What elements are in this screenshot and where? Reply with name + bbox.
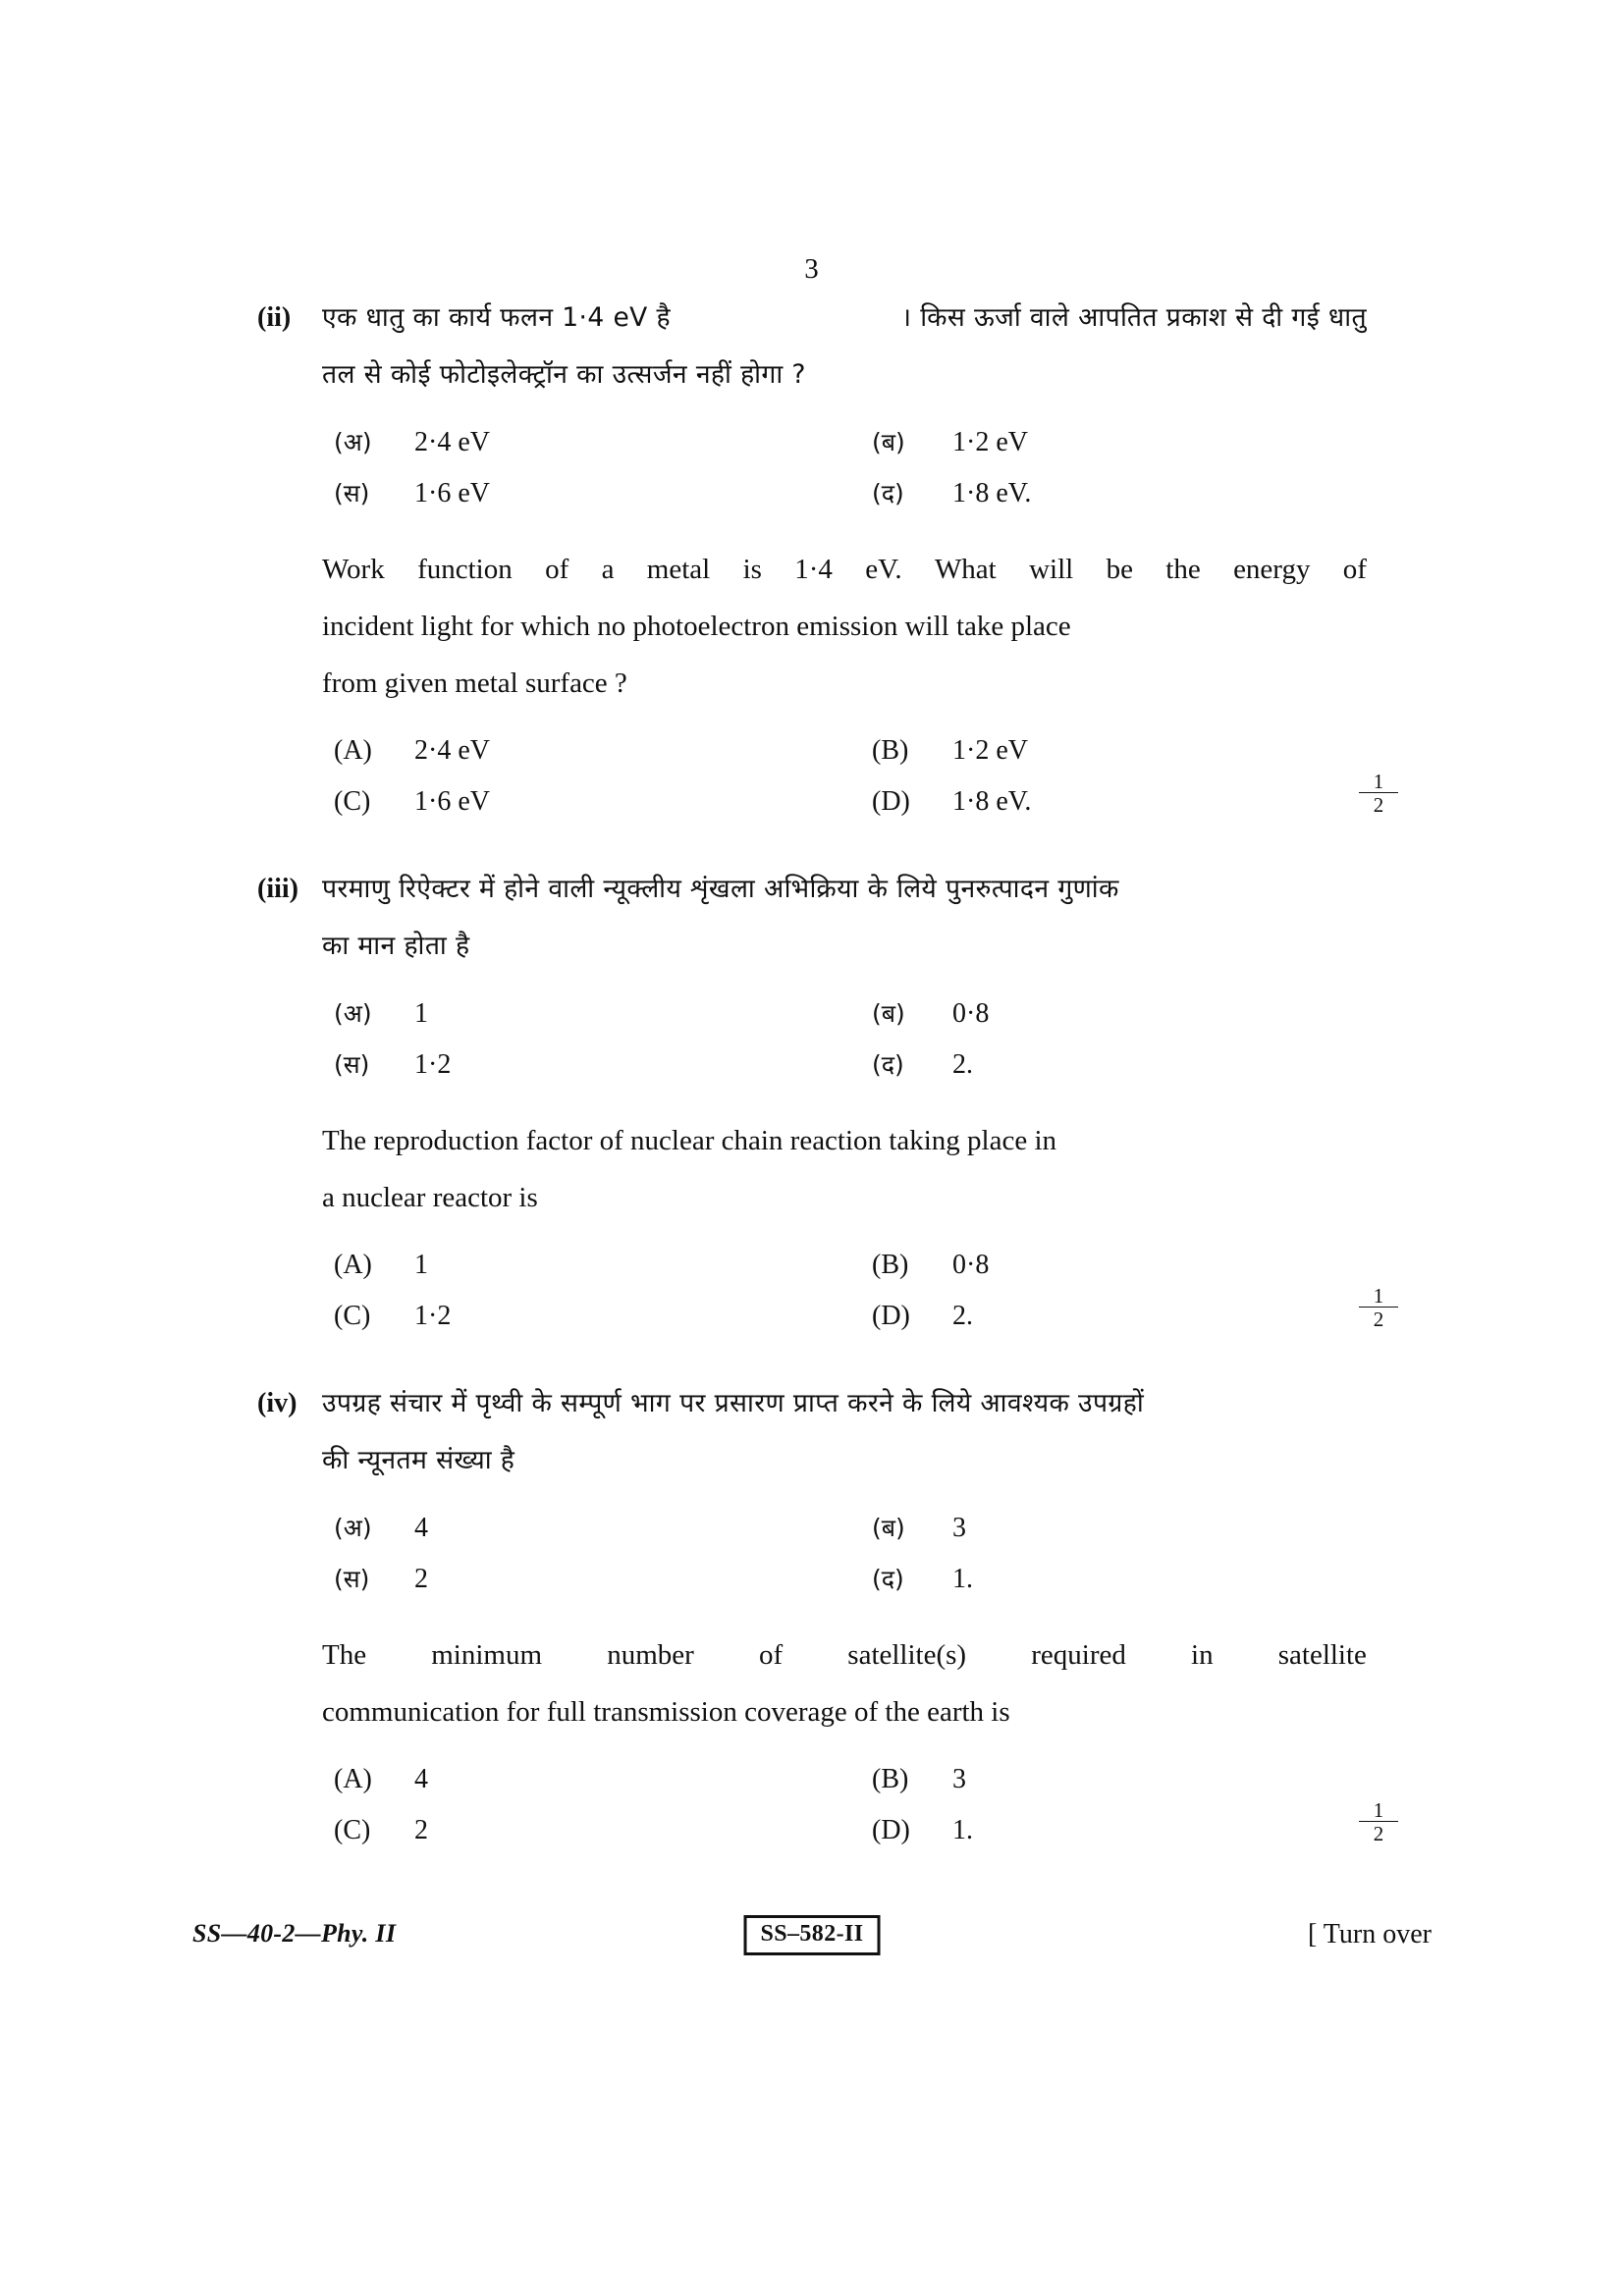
option-b-hindi[interactable] — [872, 417, 1028, 472]
option-value: 2 — [414, 1815, 428, 1845]
option-label: (B) — [872, 1250, 909, 1280]
option-b-english[interactable] — [872, 1754, 966, 1809]
option-c-hindi[interactable] — [334, 468, 490, 523]
option-label: (B) — [872, 1764, 909, 1794]
option-value: 2·4 eV — [414, 427, 490, 457]
option-value: 1·8 eV. — [952, 786, 1032, 817]
marks-numerator: 1 — [1373, 770, 1384, 793]
option-label: (D) — [872, 1815, 910, 1845]
english-option-row — [322, 1754, 1367, 1805]
hindi-question-line: तल से कोई फोटोइलेक्ट्रॉन का उत्सर्जन नहीं होगा ? — [322, 359, 806, 390]
option-value: 4 — [414, 1764, 428, 1794]
option-label: (D) — [872, 786, 910, 817]
question-marker: (iv) — [257, 1388, 298, 1418]
english-question-line: The reproduction factor of nuclear chain reaction taking place in — [322, 1125, 1057, 1156]
option-label: (C) — [334, 1301, 371, 1331]
option-label: (A) — [334, 1764, 372, 1794]
footer-paper-code: SS—40-2—Phy. II — [192, 1919, 397, 1948]
option-value: 0·8 — [952, 1250, 990, 1280]
option-label: (A) — [334, 1250, 372, 1280]
english-question-line: The minimum number of satellite(s) required in satellite — [322, 1639, 1367, 1671]
english-question-line: from given metal surface ? — [322, 667, 627, 699]
option-b-hindi[interactable] — [872, 1503, 966, 1558]
option-label: (ब) — [872, 428, 905, 456]
option-value: 0·8 — [952, 998, 990, 1029]
marks-allocation — [1359, 771, 1398, 816]
option-value: 4 — [414, 1513, 428, 1543]
option-label: (B) — [872, 735, 909, 766]
english-option-row — [322, 1798, 1384, 1856]
option-a-hindi[interactable] — [334, 1503, 428, 1558]
option-value: 1. — [952, 1564, 973, 1594]
question-iv — [257, 1375, 1384, 1856]
option-d-english[interactable] — [872, 776, 1031, 831]
option-a-english[interactable] — [334, 1240, 428, 1295]
option-value: 1·8 eV. — [952, 478, 1032, 508]
option-label: (ब) — [872, 1514, 905, 1542]
option-value: 2. — [952, 1301, 973, 1331]
option-d-english[interactable] — [872, 1805, 973, 1860]
question-list — [257, 290, 1384, 1860]
option-value: 1·2 eV — [952, 427, 1028, 457]
marks-allocation — [1359, 1285, 1398, 1330]
option-b-hindi[interactable] — [872, 988, 989, 1043]
option-value: 3 — [952, 1764, 966, 1794]
option-d-hindi[interactable] — [872, 468, 1031, 523]
option-value: 1·2 — [414, 1049, 452, 1080]
marks-numerator: 1 — [1373, 1798, 1384, 1822]
footer-turn-over-note: [ Turn over — [1307, 1919, 1432, 1949]
english-option-row — [322, 1284, 1384, 1342]
hindi-question-line: उपग्रह संचार में पृथ्वी के सम्पूर्ण भाग पर प्रसारण प्राप्त करने के लिये आवश्यक उपग्रहों — [322, 1388, 1145, 1418]
marks-allocation — [1359, 1799, 1398, 1844]
option-label: (A) — [334, 735, 372, 766]
option-label: (D) — [872, 1301, 910, 1331]
option-b-english[interactable] — [872, 1240, 989, 1295]
option-d-english[interactable] — [872, 1291, 973, 1346]
option-value: 1·6 eV — [414, 786, 490, 817]
option-label: (द) — [872, 479, 904, 507]
option-label: (अ) — [334, 999, 372, 1028]
option-label: (ब) — [872, 999, 905, 1028]
english-question-line: Work function of a metal is 1·4 eV. What will be the energy of — [322, 554, 1367, 585]
english-question-line: incident light for which no photoelectron emission will take place — [322, 611, 1071, 642]
option-a-hindi[interactable] — [334, 417, 490, 472]
marks-denominator: 2 — [1359, 792, 1398, 816]
marks-denominator: 2 — [1359, 1821, 1398, 1844]
hindi-question-line: की न्यूनतम संख्या है — [322, 1445, 515, 1475]
option-c-english[interactable] — [334, 776, 490, 831]
hindi-question-line: परमाणु रिऐक्टर में होने वाली न्यूक्लीय शृंखला अभिक्रिया के लिये पुनरुत्पादन गुणांक — [322, 874, 1119, 904]
option-label: (C) — [334, 786, 371, 817]
option-value: 1·2 eV — [952, 735, 1028, 766]
option-label: (द) — [872, 1050, 904, 1079]
option-label: (स) — [334, 479, 370, 507]
english-option-row — [322, 770, 1384, 828]
marks-denominator: 2 — [1359, 1307, 1398, 1330]
option-label: (स) — [334, 1565, 370, 1593]
option-value: 2 — [414, 1564, 428, 1594]
hindi-option-row — [322, 1503, 1367, 1554]
option-value: 2. — [952, 1049, 973, 1080]
hindi-question-line: का मान होता है — [322, 931, 470, 961]
option-value: 1·2 — [414, 1301, 452, 1331]
option-a-english[interactable] — [334, 1754, 428, 1809]
hindi-option-row — [322, 468, 1367, 519]
option-c-hindi[interactable] — [334, 1040, 451, 1095]
marks-numerator: 1 — [1373, 1284, 1384, 1308]
hindi-option-row — [322, 1040, 1367, 1091]
english-question-line: communication for full transmission coverage of the earth is — [322, 1696, 1010, 1728]
option-value: 2·4 eV — [414, 735, 490, 766]
option-c-english[interactable] — [334, 1291, 451, 1346]
english-option-row — [322, 1240, 1367, 1291]
option-value: 1·6 eV — [414, 478, 490, 508]
question-ii — [257, 290, 1384, 828]
option-b-english[interactable] — [872, 725, 1028, 780]
option-value: 1. — [952, 1815, 973, 1845]
question-marker: (iii) — [257, 874, 298, 904]
option-label: (अ) — [334, 1514, 372, 1542]
english-question-line: a nuclear reactor is — [322, 1182, 538, 1213]
hindi-question-line: एक धातु का कार्य फलन 1·4 eV है । किस ऊर्जा वाले आपतित प्रकाश से दी गई धातु — [322, 302, 1367, 333]
option-label: (अ) — [334, 428, 372, 456]
option-a-hindi[interactable] — [334, 988, 428, 1043]
hindi-option-row — [322, 1554, 1367, 1605]
hindi-option-row — [322, 988, 1367, 1040]
option-d-hindi[interactable] — [872, 1554, 973, 1609]
english-option-row — [322, 725, 1367, 776]
hindi-option-row — [322, 417, 1367, 468]
option-label: (स) — [334, 1050, 370, 1079]
question-marker: (ii) — [257, 302, 292, 333]
option-c-english[interactable] — [334, 1805, 428, 1860]
option-value: 1 — [414, 1250, 428, 1280]
page-number: 3 — [804, 253, 819, 285]
option-d-hindi[interactable] — [872, 1040, 973, 1095]
page-footer — [192, 1919, 1432, 1964]
option-label: (C) — [334, 1815, 371, 1845]
option-label: (द) — [872, 1565, 904, 1593]
footer-exam-code-box: SS–582-II — [744, 1915, 881, 1955]
option-a-english[interactable] — [334, 725, 490, 780]
question-iii — [257, 861, 1384, 1342]
option-value: 3 — [952, 1513, 966, 1543]
option-c-hindi[interactable] — [334, 1554, 428, 1609]
option-value: 1 — [414, 998, 428, 1029]
